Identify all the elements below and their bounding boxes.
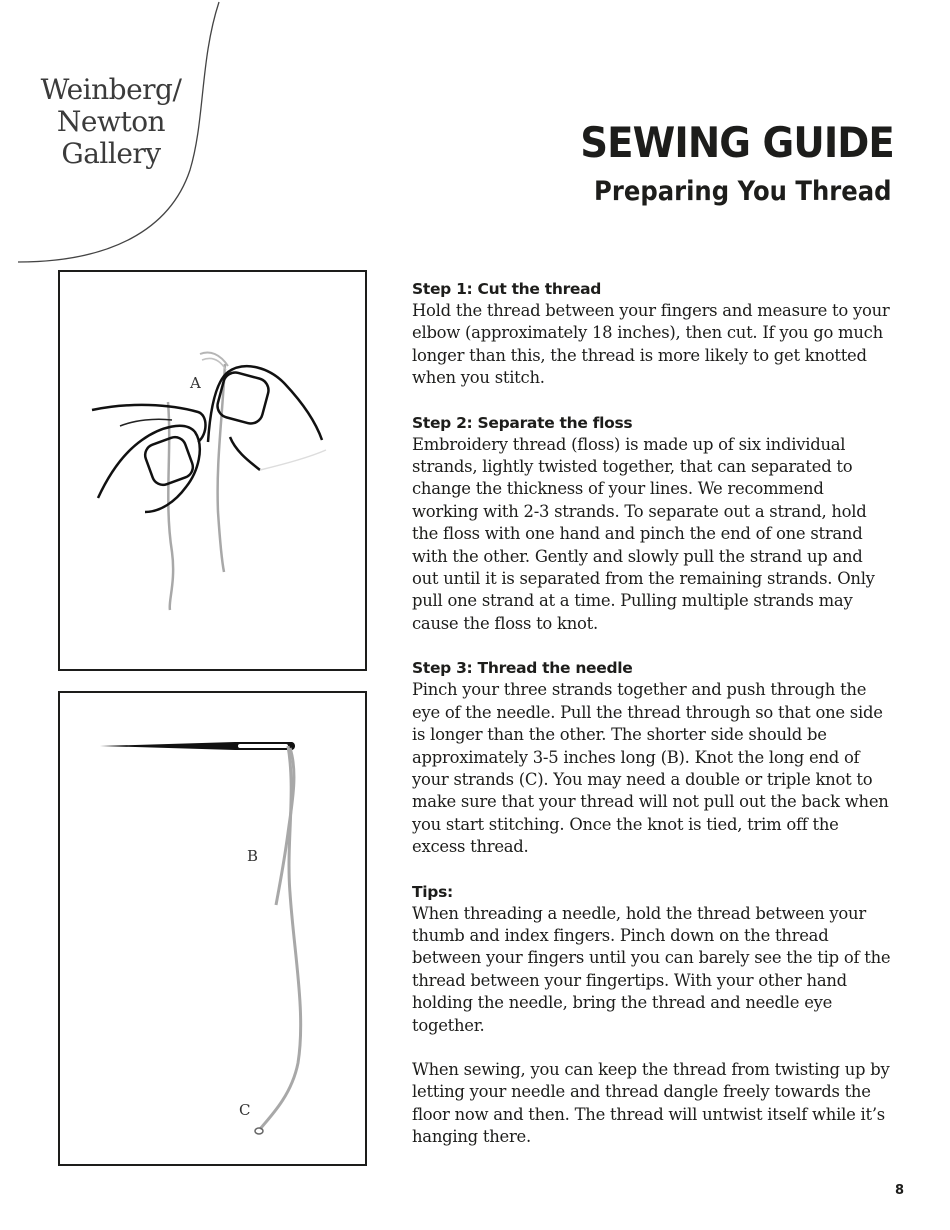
instructions: [412, 278, 892, 1171]
step-heading: Step 3: Thread the needle: [412, 659, 633, 678]
page-title: SEWING GUIDE: [580, 118, 894, 167]
logo-line-2: Newton: [56, 105, 166, 138]
logo-line-1: Weinberg/: [40, 73, 182, 106]
needle-thread-illustration: [60, 693, 365, 1164]
page-subtitle: Preparing You Thread: [594, 176, 892, 207]
illustration-cut-thread: [58, 270, 367, 671]
tips-body-2: When sewing, you can keep the thread from twisting up by letting your needle and thread dangle freely towards the floor now and then. The thread will untwist itself while it’s hanging there.: [412, 1059, 890, 1147]
figure-label-c: C: [239, 1101, 251, 1119]
tips-heading: Tips:: [412, 882, 453, 901]
step-body: Hold the thread between your fingers and measure to your elbow (approximately 18 inches), then cut. If you go much longer than this, the thread is more likely to get knotted when you stitch.: [412, 301, 890, 388]
step-3: [412, 657, 892, 858]
gallery-logo: [30, 74, 192, 170]
tips-body: When threading a needle, hold the thread between your thumb and index fingers. Pinch down on the thread between your fingers until you can barely see the tip of the thread between your fingertips. With your other hand holding the needle, bring the thread and needle eye together.: [412, 903, 891, 1035]
tips: [412, 881, 892, 1037]
figure-label-a: A: [190, 374, 201, 392]
step-1: [412, 278, 892, 390]
step-heading: Step 1: Cut the thread: [412, 280, 602, 298]
page-number: 8: [894, 1183, 904, 1198]
step-2: [412, 412, 892, 636]
step-heading: Step 2: Separate the floss: [412, 413, 633, 432]
fingers-thread-illustration: [60, 272, 365, 669]
logo-line-3: Gallery: [61, 137, 161, 170]
illustration-thread-needle: [58, 691, 367, 1166]
figure-label-b: B: [247, 847, 259, 865]
step-body: Embroidery thread (floss) is made up of six individual strands, lightly twisted together, that can separated to change the thickness of your lines. We recommend working with 2-3 strands. To separate out a strand, hold the floss with one hand and pinch the end of one strand with the other. Gently and slowly pull the strand up and out until it is separated from the remaining strands. Only pull one strand at a time. Pulling multiple strands may cause the floss to knot.: [412, 434, 875, 633]
step-body: Pinch your three strands together and push through the eye of the needle. Pull the thread through so that one side is longer than the other. The shorter side should be approximately 3-5 inches long (B). Knot the long end of your strands (C). You may need a double or triple knot to make sure that your thread will not pull out the back when you start stitching. Once the knot is tied, trim off the excess thread.: [412, 680, 889, 857]
tips-extra: [412, 1059, 892, 1149]
